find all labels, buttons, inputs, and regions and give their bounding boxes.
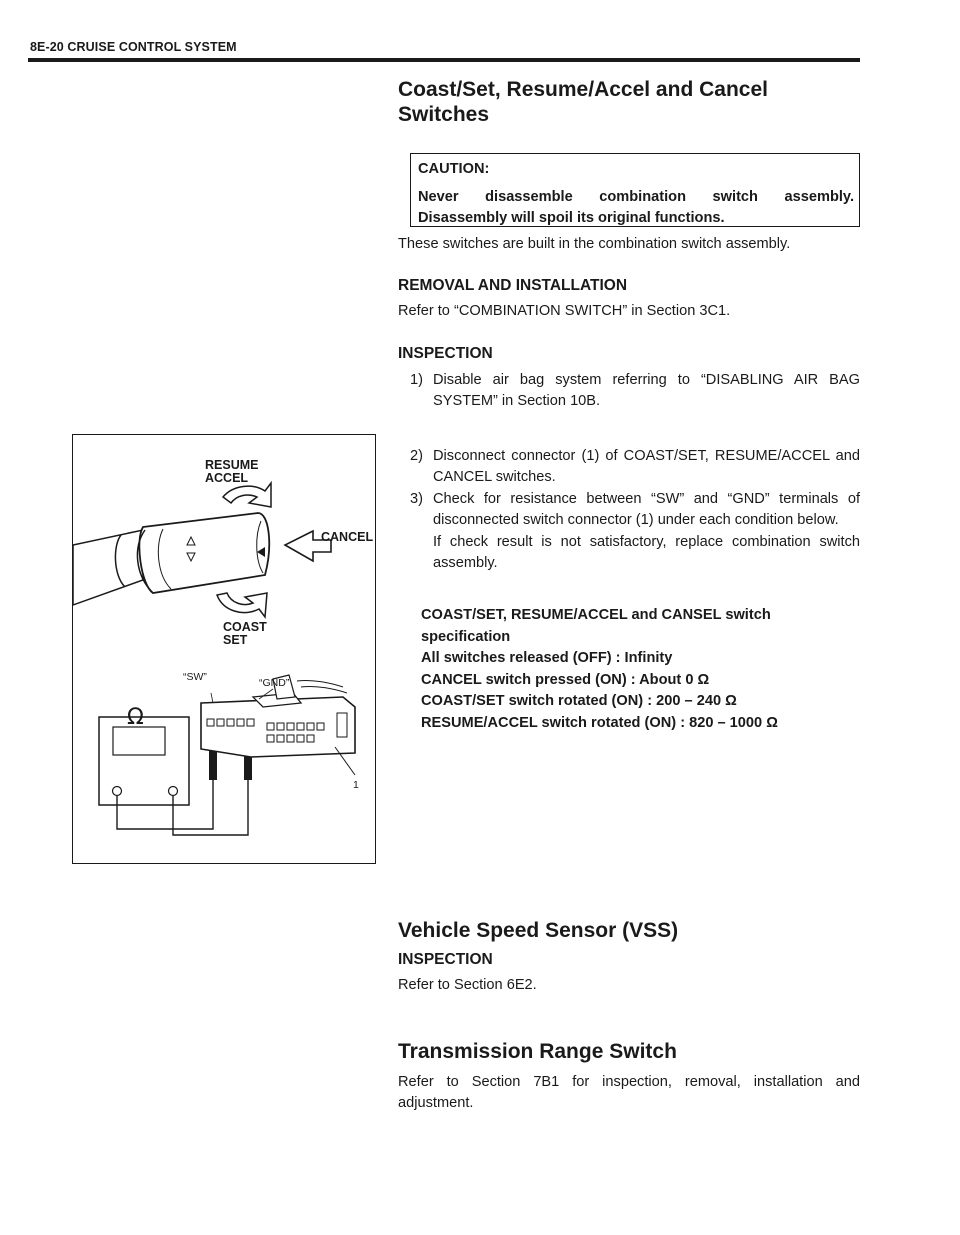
spec-title: COAST/SET, RESUME/ACCEL and CANSEL switch specification — [421, 607, 771, 645]
illustration-drawing — [73, 435, 377, 865]
step-number: 2) — [410, 448, 423, 464]
step-1 — [410, 370, 860, 413]
ohm-symbol: Ω — [127, 705, 144, 730]
step-text: Disconnect connector (1) of COAST/SET, RESUME/ACCEL and CANCEL switches. — [433, 448, 860, 486]
spec-line: COAST/SET switch rotated (ON) : 200 – 240 Ω — [421, 693, 737, 709]
step-text: Disable air bag system referring to “DISABLING AIR BAG SYSTEM” in Section 10B. — [433, 372, 860, 410]
trs-title: Transmission Range Switch — [398, 1040, 677, 1063]
caution-body: Never disassemble combination switch assembly. Disassembly will spoil its original functions. — [418, 189, 854, 226]
step-3 — [410, 489, 860, 574]
step-2 — [410, 446, 860, 489]
label-coast-set: COAST SET — [223, 620, 267, 647]
label-resume-accel: RESUME ACCEL — [205, 458, 259, 485]
section-title-line2: Switches — [398, 103, 490, 126]
switch-illustration — [72, 434, 376, 864]
spec-block — [421, 605, 861, 734]
step-note: If check result is not satisfactory, replace combination switch assembly. — [433, 533, 860, 571]
header-rule — [28, 58, 860, 62]
spec-line: CANCEL switch pressed (ON) : About 0 Ω — [421, 671, 710, 688]
section-title-line1: Coast/Set, Resume/Accel and Cancel — [398, 78, 768, 101]
page-header: 8E-20 CRUISE CONTROL SYSTEM — [30, 40, 237, 54]
spec-line: RESUME/ACCEL switch rotated (ON) : 820 – 1000 Ω — [421, 714, 778, 731]
vss-title: Vehicle Speed Sensor (VSS) — [398, 919, 679, 942]
removal-heading: REMOVAL AND INSTALLATION — [398, 277, 628, 294]
inspection-heading: INSPECTION — [398, 345, 493, 362]
step-text: Check for resistance between “SW” and “GND” terminals of disconnected switch connector (1) under each condition below. — [433, 491, 860, 529]
caution-box — [410, 153, 860, 227]
label-cancel: CANCEL — [321, 530, 374, 544]
caution-title: CAUTION: — [418, 161, 490, 177]
label-sw-terminal: “SW” — [183, 671, 207, 683]
label-gnd-terminal: “GND” — [259, 677, 290, 689]
section-title — [398, 77, 858, 127]
vss-inspection-heading: INSPECTION — [398, 951, 493, 968]
intro-text: These switches are built in the combination switch assembly. — [398, 236, 791, 252]
trs-text: Refer to Section 7B1 for inspection, removal, installation and adjustment. — [398, 1074, 860, 1111]
step-number: 1) — [410, 372, 423, 388]
removal-text: Refer to “COMBINATION SWITCH” in Section 3C1. — [398, 303, 731, 319]
vss-text: Refer to Section 6E2. — [398, 977, 537, 993]
spec-line: All switches released (OFF) : Infinity — [421, 650, 673, 666]
step-number: 3) — [410, 491, 423, 507]
callout-1: 1 — [353, 779, 359, 791]
